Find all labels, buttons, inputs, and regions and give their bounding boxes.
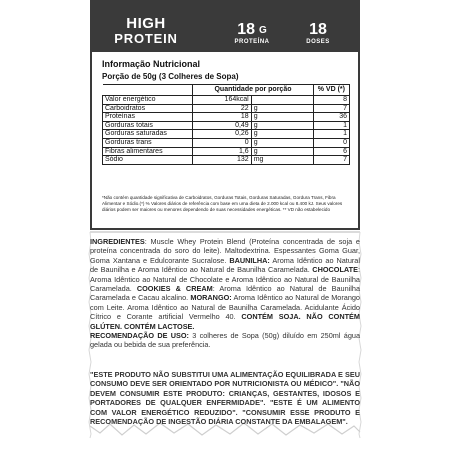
nutrition-title: Informação Nutricional <box>102 59 201 69</box>
nutrition-footnote: *Não contém quantidade significativa de Carboidratos, Gorduras Totais, Gorduras Saturadas, Gordura Trans, Fibra Alimentar e Sódio.(*) % Valores diários de referência com base em uma dieta de 2.000 kcal ou 8.400 kJ. Seus valores diários podem ser maiores ou menores dependendo de suas necessidades energéticas. ** VD não estabelecido <box>102 195 343 212</box>
nutrient-amount: 0,49 <box>193 121 251 130</box>
nutrient-amount: 132 <box>193 156 251 165</box>
product-header <box>90 0 360 52</box>
header-vd: % VD (*) <box>313 85 349 96</box>
nutrient-vd: 6 <box>313 147 349 156</box>
ingredients-text-4: : Aroma Idêntico ao Natural de Baunilha Caramelada e Cacau alcalino. <box>90 284 360 303</box>
nutrient-vd: 36 <box>313 113 349 122</box>
nutrient-name: Sódio <box>103 156 193 165</box>
nutrition-row <box>103 104 350 113</box>
ingredients-text-2: Aroma Idêntico ao Natural de Baunilha e Aroma Idêntico ao Natural de Baunilha Caramelada. <box>90 255 360 275</box>
nutrient-name: Gorduras trans <box>103 138 193 147</box>
nutrient-unit: mg <box>251 156 313 165</box>
ingredients-block <box>90 237 360 331</box>
nutrient-amount: 0 <box>193 138 251 147</box>
nutrient-unit: g <box>251 130 313 139</box>
ingredients-flavor-morango: MORANGO: <box>190 293 232 303</box>
nutrient-name: Gorduras saturadas <box>103 130 193 139</box>
doses-value: 18 <box>309 21 327 38</box>
ingredients-label: INGREDIENTES <box>90 237 145 246</box>
nutrition-panel <box>90 52 360 230</box>
nutrition-table <box>102 84 350 165</box>
nutrient-name: Fibras alimentares <box>103 147 193 156</box>
nutrition-row <box>103 138 350 147</box>
brand-line2: PROTEIN <box>114 31 178 46</box>
nutrition-row <box>103 147 350 156</box>
nutrient-vd: 0 <box>313 138 349 147</box>
protein-stat <box>220 22 284 45</box>
header-quantity: Quantidade por porção <box>193 85 313 96</box>
nutrient-amount: 1,6 <box>193 147 251 156</box>
nutrition-row <box>103 156 350 165</box>
doses-stat <box>296 22 340 45</box>
ingredients-text-1: : Muscle Whey Protein Blend (Proteína concentrada de soja e proteína concentrada do soro do leite). Maltodextrina. Espessantes Goma Guar, Goma Xantana e Edulcorante Sucralose. <box>90 237 360 265</box>
nutrition-table-header <box>103 85 350 96</box>
nutrient-vd: 8 <box>313 96 349 105</box>
nutrient-amount: 164kcal <box>193 96 251 105</box>
nutrient-amount: 22 <box>193 104 251 113</box>
nutrient-vd: 1 <box>313 130 349 139</box>
ingredients-text-3: : Aroma Idêntico ao Natural de Chocolate e Aroma Idêntico ao Natural de Baunilha Caramelada. <box>90 265 360 294</box>
doses-label: DOSES <box>306 39 330 45</box>
nutrient-vd: 7 <box>313 104 349 113</box>
nutrient-name: Carboidratos <box>103 104 193 113</box>
header-blank <box>103 85 193 96</box>
nutrient-unit: g <box>251 138 313 147</box>
brand-line1: HIGH <box>126 15 166 32</box>
recommendation-block <box>90 331 360 350</box>
nutrition-row <box>103 130 350 139</box>
allergen-statement: CONTÉM SOJA. NÃO CONTÉM GLÚTEN. CONTÉM LACTOSE. <box>90 312 361 331</box>
nutrient-vd: 7 <box>313 156 349 165</box>
nutrient-unit: g <box>251 104 313 113</box>
nutrition-row <box>103 113 350 122</box>
ingredients-flavor-chocolate: CHOCOLATE <box>312 265 358 275</box>
nutrient-name: Proteínas <box>103 113 193 122</box>
warning-block: "ESTE PRODUTO NÃO SUBSTITUI UMA ALIMENTAÇÃO EQUILIBRADA E SEU CONSUMO DEVE SER ORIENTADO POR NUTRICIONISTA OU MÉDICO". "NÃO DEVEM CONSUMIR ESTE PRODUTO: CRIANÇAS, GESTANTES, IDOSOS E PORTADORES DE QUALQUER ENFERMIDADE". "ESTE É UM ALIMENTO COM VALOR ENERGÉTICO REDUZIDO". "CONSUMIR ESSE PRODUTO E RECOMENDAÇÃO DE INGESTÃO DIÁRIA CONSTANTE DA EMBALAGEM". <box>90 370 360 427</box>
ingredients-text-5: Aroma Idêntico ao Natural de Morango com Leite. Aroma Idêntico ao Natural de Baunilha Caramelada. Acidulante Ácido Cítrico e Corante artificial Vermelho 40. <box>90 293 360 322</box>
nutrient-unit: g <box>251 113 313 122</box>
nutrient-name: Valor energético <box>103 96 193 105</box>
ingredients-flavor-baunilha: BAUNILHA: <box>229 255 270 265</box>
protein-unit: G <box>259 25 267 36</box>
nutrient-unit: g <box>251 147 313 156</box>
nutrition-row <box>103 96 350 105</box>
ingredients-flavor-cookies: COOKIES & CREAM <box>136 284 213 294</box>
protein-value: 18 <box>237 21 255 38</box>
nutrition-row <box>103 121 350 130</box>
protein-label: PROTEÍNA <box>234 39 270 45</box>
nutrient-amount: 18 <box>193 113 251 122</box>
recommendation-text: 3 colheres de Sopa (50g) diluído em 250ml água gelada ou bebida de sua preferência. <box>90 331 361 350</box>
nutrient-unit <box>251 96 313 105</box>
nutrition-portion: Porção de 50g (3 Colheres de Sopa) <box>102 72 239 81</box>
nutrient-vd: 1 <box>313 121 349 130</box>
brand-logo <box>110 16 182 45</box>
nutrient-amount: 0,26 <box>193 130 251 139</box>
nutrient-name: Gorduras totais <box>103 121 193 130</box>
recommendation-label: RECOMENDAÇÃO DE USO: <box>90 331 189 340</box>
nutrient-unit: g <box>251 121 313 130</box>
